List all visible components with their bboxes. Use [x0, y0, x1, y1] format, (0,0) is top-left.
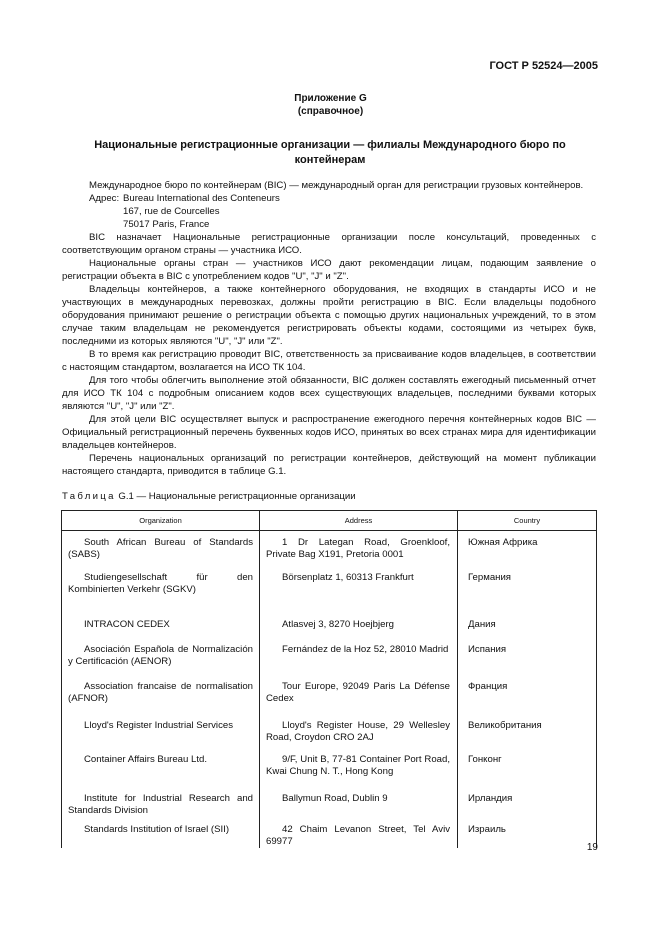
- country-cell: Израиль: [458, 819, 597, 848]
- body-text: [62, 179, 596, 478]
- address-cell: Tour Europe, 92049 Paris La Défense Cedex: [266, 681, 450, 704]
- paragraph: В то время как регистрацию проводит BIC, ответственность за присваивание кодов владельцев, в соответствии с настоящим стандартом, возлагается на ИСО ТК 104.: [62, 349, 596, 373]
- organization-cell: Asociación Española de Normalización y Certificación (AENOR): [68, 644, 253, 667]
- address-cell: Lloyd's Register House, 29 Wellesley Road, Croydon CRO 2AJ: [266, 720, 450, 743]
- address-line: 167, rue de Courcelles: [123, 206, 220, 217]
- address-cell: Börsenplatz 1, 60313 Frankfurt: [282, 572, 414, 583]
- organization-cell: Container Affairs Bureau Ltd.: [84, 754, 208, 765]
- table-row: [62, 715, 597, 749]
- address-cell: Fernández de la Hoz 52, 28010 Madrid: [282, 644, 449, 655]
- country-cell: Дания: [458, 614, 597, 639]
- country-cell: Ирландия: [458, 788, 597, 819]
- paragraph: Национальные органы стран — участников ИСО дают рекомендации лицам, подающим заявление о регистрации объекта в BIC с употреблением кодов "U", "J" и "Z".: [62, 258, 596, 282]
- organization-cell: INTRACON CEDEX: [84, 619, 170, 630]
- organization-cell: Lloyd's Register Industrial Services: [84, 720, 233, 731]
- table-row: [62, 567, 597, 614]
- address-label: Адрес:: [89, 193, 120, 204]
- table-row: [62, 749, 597, 788]
- column-header-address: Address: [260, 511, 458, 531]
- page-number: 19: [586, 842, 598, 853]
- address-line: 75017 Paris, France: [123, 219, 210, 230]
- column-header-organization: Organization: [62, 511, 260, 531]
- table-row: [62, 639, 597, 676]
- organization-cell: Standards Institution of Israel (SII): [84, 824, 230, 835]
- address-cell: 42 Chaim Levanon Street, Tel Aviv 69977: [266, 824, 450, 847]
- table-caption-text: G.1 — Национальные регистрационные организации: [118, 491, 356, 502]
- table-row: [62, 531, 597, 568]
- address-cell: Atlasvej 3, 8270 Hoejbjerg: [282, 619, 394, 630]
- table-row: [62, 788, 597, 819]
- paragraph: Для этой цели BIC осуществляет выпуск и распространение ежегодного перечня контейнерных кодов BIC — Официальный регистрационный перечень буквенных кодов ИСО, принятых во всех странах мира для идентификации владельцев контейнеров.: [62, 414, 596, 451]
- paragraph: Владельцы контейнеров, а также контейнерного оборудования, не входящих в стандарты ИСО и не участвующих в международных перевозках, должны пройти регистрацию в BIC. Если владельцы подобного оборудования принимают решение о регистрации объекта с помощью других национальных учреждений, то в этом случае таким владельцам не рекомендуется регистрировать объекты кодами, состоящими из четырех букв, последними из которых являются "U", "J" или "Z".: [62, 284, 596, 347]
- address-line: Bureau International des Conteneurs: [123, 193, 280, 204]
- standard-code: ГОСТ Р 52524—2005: [489, 60, 598, 72]
- address-cell: 1 Dr Lategan Road, Groenkloof, Private Bag X191, Pretoria 0001: [266, 537, 450, 560]
- country-cell: Великобритания: [458, 715, 597, 749]
- table-row: [62, 819, 597, 848]
- address-cell: Ballymun Road, Dublin 9: [282, 793, 388, 804]
- country-cell: Южная Африка: [458, 531, 597, 568]
- paragraph: Перечень национальных организаций по регистрации контейнеров, действующий на момент публикации настоящего стандарта, приводится в таблице G.1.: [62, 453, 596, 477]
- table-caption: [62, 491, 356, 502]
- country-cell: Франция: [458, 676, 597, 715]
- organization-cell: Institute for Industrial Research and Standards Division: [68, 793, 253, 816]
- paragraph: Международное бюро по контейнерам (BIC) — международный орган для регистрации грузовых контейнеров.: [89, 180, 584, 191]
- address-block: [62, 192, 596, 231]
- organization-cell: Association francaise de normalisation (AFNOR): [68, 681, 253, 704]
- table-header-row: [62, 511, 597, 531]
- paragraph: Для того чтобы облегчить выполнение этой обязанности, BIC должен составлять ежегодный письменный отчет для ИСО ТК 104 с подробным описанием кодов всех существующих владельцев, последними буквами которых являются "U", "J" или "Z".: [62, 375, 596, 412]
- document-title: Национальные регистрационные организации — филиалы Международного бюро по контейнерам: [94, 139, 566, 166]
- country-cell: Германия: [458, 567, 597, 614]
- address-cell: 9/F, Unit B, 77-81 Container Port Road, Kwai Chung N. T., Hong Kong: [266, 754, 450, 777]
- organization-cell: Studiengesellschaft für den Kombinierten Verkehr (SGKV): [68, 572, 253, 595]
- table-caption-prefix: Таблица: [62, 491, 116, 502]
- appendix-subtitle: (справочное): [297, 106, 364, 117]
- table-row: [62, 614, 597, 639]
- appendix-title: Приложение G: [294, 93, 367, 104]
- appendix-heading: [0, 92, 661, 118]
- organization-cell: South African Bureau of Standards (SABS): [68, 537, 253, 560]
- country-cell: Испания: [458, 639, 597, 676]
- column-header-country: Country: [458, 511, 597, 531]
- country-cell: Гонконг: [458, 749, 597, 788]
- registration-organizations-table: [61, 510, 597, 848]
- table-row: [62, 676, 597, 715]
- paragraph: BIC назначает Национальные регистрационные организации после консультаций, проведенных с соответствующим органом страны — участника ИСО.: [62, 232, 596, 256]
